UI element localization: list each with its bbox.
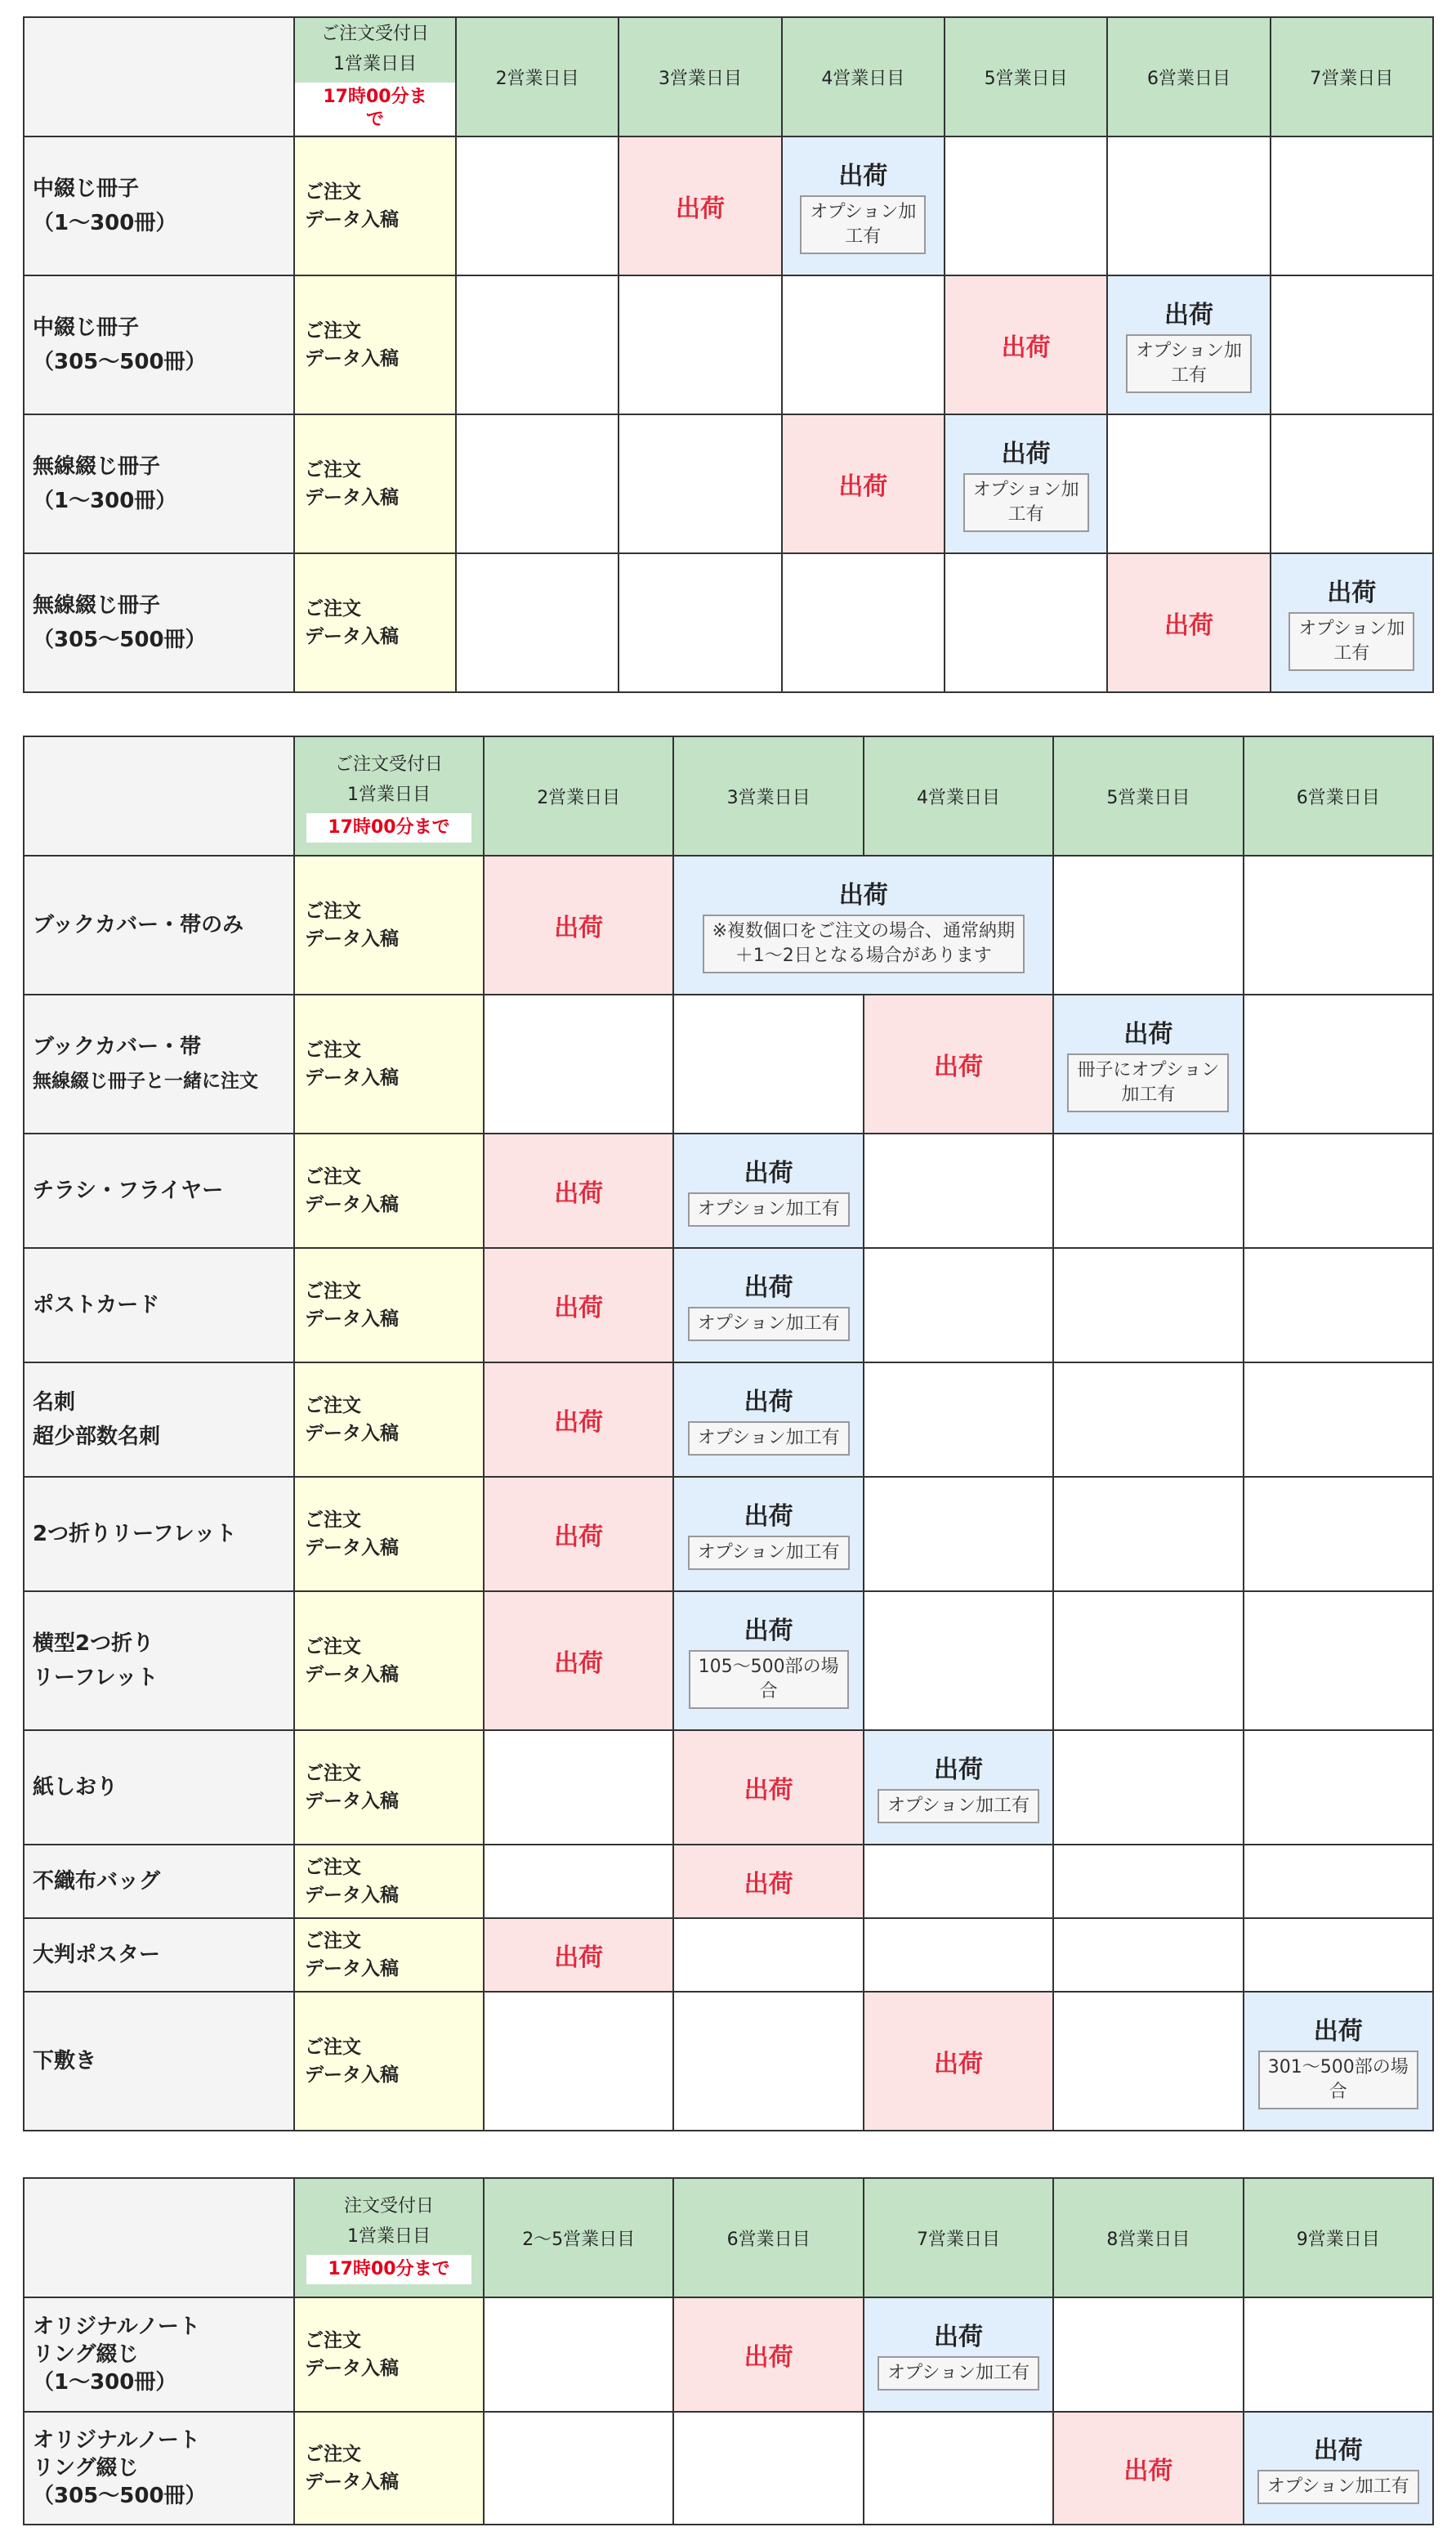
ship-option-cell xyxy=(673,1248,863,1362)
deadline-badge: 17時00分まで xyxy=(306,813,471,843)
table-row xyxy=(24,1477,1433,1591)
ship-option-cell xyxy=(1244,1992,1433,2131)
empty-cell xyxy=(484,1845,673,1918)
order-line: ご注文 xyxy=(305,1636,361,1657)
deadline-badge: 17時00分まで xyxy=(295,83,455,135)
ship-cell: 出荷 xyxy=(1107,553,1270,692)
order-line: データ入稿 xyxy=(305,2064,399,2086)
ship-option-cell xyxy=(945,414,1107,553)
order-cell xyxy=(294,136,456,275)
header-day: 5営業日目 xyxy=(945,17,1107,136)
product-name-line: （305〜500冊） xyxy=(33,2484,207,2508)
empty-cell xyxy=(864,1477,1053,1591)
product-name-line: リング綴じ xyxy=(33,2342,139,2367)
order-line: データ入稿 xyxy=(305,1885,399,1906)
product-name-line: ブックカバー・帯のみ xyxy=(33,913,244,937)
ship-cell: 出荷 xyxy=(945,275,1107,414)
empty-cell xyxy=(1053,1248,1243,1362)
product-name-cell xyxy=(24,1730,294,1845)
option-note-line: 105〜500部の場 xyxy=(698,1657,839,1677)
header-day: 2〜5営業日目 xyxy=(484,2178,673,2297)
order-line: データ入稿 xyxy=(305,209,399,230)
ship-option-label: 出荷 xyxy=(744,1617,793,1645)
product-name-cell xyxy=(24,553,294,692)
option-note-box xyxy=(1126,334,1252,393)
empty-cell xyxy=(1053,1918,1243,1992)
option-note-line: 301〜500部の場 xyxy=(1267,2057,1409,2078)
header-order-day xyxy=(294,2178,484,2297)
table-row xyxy=(24,136,1433,275)
ship-option-label: 出荷 xyxy=(933,2323,983,2351)
order-line: データ入稿 xyxy=(305,1958,399,1979)
product-name-line: 中綴じ冊子 xyxy=(33,315,140,340)
ship-cell: 出荷 xyxy=(484,1477,673,1591)
table-row xyxy=(24,1918,1433,1992)
option-note-box xyxy=(688,1421,850,1456)
table-row xyxy=(24,1992,1433,2131)
order-line: ご注文 xyxy=(305,1395,361,1416)
product-name-cell xyxy=(24,136,294,275)
ship-option-label: 出荷 xyxy=(744,1502,793,1531)
ship-cell: 出荷 xyxy=(864,1992,1053,2131)
order-line: ご注文 xyxy=(305,2037,361,2058)
ship-cell: 出荷 xyxy=(484,856,673,995)
empty-cell xyxy=(864,1248,1053,1362)
order-line: データ入稿 xyxy=(305,1537,399,1559)
ship-option-cell xyxy=(673,1134,863,1248)
order-line: ご注文 xyxy=(305,1763,361,1784)
order-line: ご注文 xyxy=(305,1040,361,1061)
order-line: ご注文 xyxy=(305,901,361,922)
table-row xyxy=(24,414,1433,553)
product-name-line: ポストカード xyxy=(33,1293,160,1317)
ship-cell: 出荷 xyxy=(484,1362,673,1477)
order-line: ご注文 xyxy=(305,320,361,342)
empty-cell xyxy=(673,2412,863,2525)
ship-option-cell xyxy=(864,1730,1053,1845)
order-cell xyxy=(294,2412,484,2525)
header-day: 3営業日目 xyxy=(619,17,781,136)
product-name-line: 無線綴じ冊子 xyxy=(33,593,161,618)
order-cell xyxy=(294,275,456,414)
empty-cell xyxy=(484,2412,673,2525)
empty-cell xyxy=(1271,275,1433,414)
header-order-day-line1: ご注文受付日 xyxy=(334,754,443,775)
empty-cell xyxy=(864,1134,1053,1248)
order-line: ご注文 xyxy=(305,1930,361,1952)
option-note-box xyxy=(703,915,1025,973)
empty-cell xyxy=(1053,1992,1243,2131)
table-row xyxy=(24,1845,1433,1918)
option-note-box xyxy=(1067,1053,1229,1112)
ship-option-cell xyxy=(673,856,1053,995)
empty-cell xyxy=(1244,1591,1433,1730)
order-line: データ入稿 xyxy=(305,348,399,369)
order-line: ご注文 xyxy=(305,1857,361,1878)
ship-option-label: 出荷 xyxy=(838,162,888,190)
ship-option-cell xyxy=(782,136,945,275)
option-note-line: オプション加工有 xyxy=(887,1796,1029,1816)
order-cell xyxy=(294,1992,484,2131)
product-name-line: 名刺 xyxy=(33,1390,76,1415)
header-day: 8営業日目 xyxy=(1053,2178,1243,2297)
ship-option-label: 出荷 xyxy=(1313,2436,1363,2465)
empty-cell xyxy=(1244,1248,1433,1362)
option-note-box xyxy=(688,1307,850,1341)
empty-cell xyxy=(1244,2297,1433,2412)
product-name-cell xyxy=(24,1477,294,1591)
ship-option-label: 出荷 xyxy=(838,881,888,910)
empty-cell xyxy=(945,553,1107,692)
header-day: 5営業日目 xyxy=(1053,736,1243,856)
empty-cell xyxy=(1053,1477,1243,1591)
option-note-box xyxy=(689,1650,849,1709)
product-name-cell xyxy=(24,1134,294,1248)
empty-cell xyxy=(1053,856,1243,995)
empty-cell xyxy=(1053,1362,1243,1477)
option-note-line: オプション加工有 xyxy=(887,2363,1029,2383)
header-day: 9営業日目 xyxy=(1244,2178,1433,2297)
empty-cell xyxy=(1107,136,1270,275)
ship-option-label: 出荷 xyxy=(1001,440,1051,468)
order-line: ご注文 xyxy=(305,1281,361,1302)
option-note-line: 工有 xyxy=(1333,643,1370,664)
header-day: 7営業日目 xyxy=(1271,17,1433,136)
table-row xyxy=(24,275,1433,414)
option-note-line: 工有 xyxy=(1007,504,1044,525)
schedule-table-printed-goods xyxy=(23,736,1434,2131)
option-note-line: オプション加工有 xyxy=(697,1313,840,1334)
product-name-line: 横型2つ折り xyxy=(33,1631,154,1656)
option-note-line: 合 xyxy=(759,1681,778,1702)
header-day: 7営業日目 xyxy=(864,2178,1053,2297)
ship-option-label: 出荷 xyxy=(933,1756,983,1784)
order-line: ご注文 xyxy=(305,1510,361,1531)
product-name-line: 下敷き xyxy=(33,2049,97,2073)
product-name-line: （1〜300冊） xyxy=(33,2370,177,2395)
ship-cell: 出荷 xyxy=(484,1591,673,1730)
header-order-day-line2: 1営業日目 xyxy=(347,2226,431,2247)
table-row xyxy=(24,1134,1433,1248)
product-name-cell xyxy=(24,1918,294,1992)
empty-cell xyxy=(619,275,781,414)
product-name-line: リーフレット xyxy=(33,1666,159,1690)
product-name-line: オリジナルノート xyxy=(33,2428,200,2453)
product-name-cell xyxy=(24,1845,294,1918)
product-name-cell xyxy=(24,1591,294,1730)
empty-cell xyxy=(864,2412,1053,2525)
product-name-line: （305〜500冊） xyxy=(33,628,207,652)
header-blank-cell xyxy=(24,2178,294,2297)
option-note-line: オプション加工有 xyxy=(697,1542,840,1563)
product-name-line: チラシ・フライヤー xyxy=(33,1179,224,1203)
ship-option-label: 出荷 xyxy=(1327,579,1377,607)
empty-cell xyxy=(1244,1845,1433,1918)
empty-cell xyxy=(484,1730,673,1845)
empty-cell xyxy=(456,136,619,275)
table-row xyxy=(24,2297,1433,2412)
ship-option-cell xyxy=(673,1362,863,1477)
order-cell xyxy=(294,1134,484,1248)
ship-cell: 出荷 xyxy=(673,1845,863,1918)
empty-cell xyxy=(1053,1730,1243,1845)
header-day: 6営業日目 xyxy=(673,2178,863,2297)
schedule-table-notebooks xyxy=(23,2177,1434,2525)
empty-cell xyxy=(1053,1845,1243,1918)
option-note-line: 工有 xyxy=(1170,365,1207,386)
option-note-line: オプション加工有 xyxy=(697,1428,840,1448)
ship-option-label: 出荷 xyxy=(744,1388,793,1416)
ship-option-cell xyxy=(864,2297,1053,2412)
product-name-line: 無線綴じ冊子と一緒に注文 xyxy=(33,1071,258,1092)
product-name-line: 紙しおり xyxy=(33,1775,118,1800)
empty-cell xyxy=(673,1918,863,1992)
order-line: ご注文 xyxy=(305,459,361,481)
product-name-cell xyxy=(24,856,294,995)
option-note-line: ＋1〜2日となる場合があります xyxy=(735,946,992,966)
table-row xyxy=(24,856,1433,995)
empty-cell xyxy=(1244,995,1433,1134)
ship-option-label: 出荷 xyxy=(744,1159,793,1187)
header-order-day xyxy=(294,736,484,856)
order-line: データ入稿 xyxy=(305,487,399,508)
product-name-line: 大判ポスター xyxy=(33,1943,161,1967)
ship-option-cell xyxy=(673,1591,863,1730)
header-day: 4営業日目 xyxy=(782,17,945,136)
order-line: ご注文 xyxy=(305,2330,361,2351)
order-cell xyxy=(294,856,484,995)
order-cell xyxy=(294,1362,484,1477)
empty-cell xyxy=(619,414,781,553)
ship-cell: 出荷 xyxy=(864,995,1053,1134)
ship-cell: 出荷 xyxy=(673,2297,863,2412)
ship-option-cell xyxy=(1271,553,1433,692)
header-row xyxy=(24,2178,1433,2297)
header-day: 2営業日目 xyxy=(484,736,673,856)
ship-option-label: 出荷 xyxy=(1313,2017,1363,2046)
empty-cell xyxy=(673,995,863,1134)
option-note-box xyxy=(1258,2051,1418,2109)
order-line: ご注文 xyxy=(305,2444,361,2465)
order-line: データ入稿 xyxy=(305,1308,399,1330)
ship-option-label: 出荷 xyxy=(1123,1020,1173,1049)
empty-cell xyxy=(1244,1730,1433,1845)
empty-cell xyxy=(945,136,1107,275)
product-name-cell xyxy=(24,1992,294,2131)
product-name-line: （305〜500冊） xyxy=(33,350,207,374)
empty-cell xyxy=(1053,1591,1243,1730)
order-line: ご注文 xyxy=(305,1166,361,1187)
header-row xyxy=(24,736,1433,856)
header-order-day-line1: ご注文受付日 xyxy=(320,24,429,44)
header-blank-cell xyxy=(24,17,294,136)
order-line: データ入稿 xyxy=(305,2471,399,2493)
ship-option-cell xyxy=(1053,995,1243,1134)
header-day: 6営業日目 xyxy=(1244,736,1433,856)
product-name-line: （1〜300冊） xyxy=(33,211,177,235)
order-cell xyxy=(294,1248,484,1362)
order-line: データ入稿 xyxy=(305,1067,399,1089)
option-note-box xyxy=(688,1536,850,1570)
table-row xyxy=(24,995,1433,1134)
empty-cell xyxy=(673,1992,863,2131)
ship-cell: 出荷 xyxy=(484,1918,673,1992)
ship-cell: 出荷 xyxy=(484,1134,673,1248)
table-row xyxy=(24,553,1433,692)
product-name-cell xyxy=(24,995,294,1134)
order-line: データ入稿 xyxy=(305,1664,399,1685)
product-name-line: 不織布バッグ xyxy=(33,1869,161,1894)
order-cell xyxy=(294,1845,484,1918)
header-blank-cell xyxy=(24,736,294,856)
ship-option-cell xyxy=(1107,275,1270,414)
empty-cell xyxy=(864,1918,1053,1992)
order-line: データ入稿 xyxy=(305,1194,399,1215)
option-note-line: 冊子にオプション xyxy=(1077,1060,1220,1080)
empty-cell xyxy=(1244,1918,1433,1992)
ship-cell: 出荷 xyxy=(673,1730,863,1845)
product-name-cell xyxy=(24,2412,294,2525)
header-row xyxy=(24,17,1433,136)
header-order-day-line2: 1営業日目 xyxy=(333,54,417,74)
empty-cell xyxy=(1244,1362,1433,1477)
order-cell xyxy=(294,1730,484,1845)
empty-cell xyxy=(456,275,619,414)
order-line: データ入稿 xyxy=(305,1791,399,1812)
empty-cell xyxy=(456,414,619,553)
schedule-table-booklets xyxy=(23,16,1434,693)
header-order-day xyxy=(294,17,456,136)
product-name-line: 無線綴じ冊子 xyxy=(33,454,161,479)
header-order-day-line2: 1営業日目 xyxy=(347,785,431,805)
header-day: 2営業日目 xyxy=(456,17,619,136)
empty-cell xyxy=(1244,1134,1433,1248)
order-line: データ入稿 xyxy=(305,1423,399,1444)
table-row xyxy=(24,1591,1433,1730)
empty-cell xyxy=(1244,856,1433,995)
order-cell xyxy=(294,414,456,553)
ship-cell: 出荷 xyxy=(782,414,945,553)
deadline-badge: 17時00分まで xyxy=(306,2255,471,2284)
order-line: データ入稿 xyxy=(305,2358,399,2379)
empty-cell xyxy=(864,1362,1053,1477)
option-note-line: オプション加 xyxy=(972,480,1079,500)
order-line: ご注文 xyxy=(305,181,361,203)
table-row xyxy=(24,1362,1433,1477)
order-cell xyxy=(294,995,484,1134)
product-name-cell xyxy=(24,1362,294,1477)
header-day: 4営業日目 xyxy=(864,736,1053,856)
order-cell xyxy=(294,553,456,692)
product-name-cell xyxy=(24,275,294,414)
product-name-cell xyxy=(24,414,294,553)
empty-cell xyxy=(484,1992,673,2131)
product-name-line: ブックカバー・帯 xyxy=(33,1035,202,1059)
order-line: データ入稿 xyxy=(305,626,399,647)
option-note-box xyxy=(878,1789,1039,1823)
option-note-line: オプション加 xyxy=(1298,619,1405,639)
empty-cell xyxy=(484,2297,673,2412)
order-cell xyxy=(294,1918,484,1992)
option-note-line: 合 xyxy=(1329,2082,1347,2102)
option-note-line: 工有 xyxy=(845,226,882,247)
empty-cell xyxy=(1053,2297,1243,2412)
ship-option-label: 出荷 xyxy=(1163,301,1213,329)
product-name-line: 中綴じ冊子 xyxy=(33,177,140,201)
empty-cell xyxy=(864,1591,1053,1730)
ship-cell: 出荷 xyxy=(484,1248,673,1362)
option-note-line: 加工有 xyxy=(1121,1085,1176,1105)
option-note-box xyxy=(1257,2470,1419,2504)
ship-option-label: 出荷 xyxy=(744,1273,793,1302)
order-line: データ入稿 xyxy=(305,928,399,950)
empty-cell xyxy=(1271,136,1433,275)
ship-cell: 出荷 xyxy=(619,136,781,275)
table-row xyxy=(24,2412,1433,2525)
product-name-line: 2つ折りリーフレット xyxy=(33,1522,237,1546)
empty-cell xyxy=(619,553,781,692)
product-name-cell xyxy=(24,1248,294,1362)
option-note-line: オプション加工有 xyxy=(1266,2476,1409,2497)
option-note-box xyxy=(878,2356,1039,2391)
empty-cell xyxy=(484,995,673,1134)
order-cell xyxy=(294,1477,484,1591)
empty-cell xyxy=(456,553,619,692)
empty-cell xyxy=(782,275,945,414)
product-name-cell xyxy=(24,2297,294,2412)
header-order-day-line1: 注文受付日 xyxy=(343,2196,434,2216)
header-day: 3営業日目 xyxy=(673,736,863,856)
product-name-line: 超少部数名刺 xyxy=(33,1425,161,1449)
option-note-line: ※複数個口をご注文の場合、通常納期 xyxy=(712,921,1015,941)
empty-cell xyxy=(864,1845,1053,1918)
option-note-box xyxy=(1289,612,1414,671)
option-note-line: オプション加 xyxy=(810,202,917,222)
ship-option-cell xyxy=(1244,2412,1433,2525)
product-name-line: （1〜300冊） xyxy=(33,489,177,513)
empty-cell xyxy=(1053,1134,1243,1248)
option-note-box xyxy=(963,473,1089,532)
table-row xyxy=(24,1248,1433,1362)
table-row xyxy=(24,1730,1433,1845)
order-line: ご注文 xyxy=(305,598,361,619)
option-note-box xyxy=(688,1192,850,1227)
product-name-line: リング綴じ xyxy=(33,2456,139,2480)
header-day: 6営業日目 xyxy=(1107,17,1270,136)
option-note-line: オプション加 xyxy=(1135,341,1242,361)
ship-option-cell xyxy=(673,1477,863,1591)
order-cell xyxy=(294,1591,484,1730)
empty-cell xyxy=(782,553,945,692)
product-name-line: オリジナルノート xyxy=(33,2315,200,2339)
option-note-box xyxy=(800,195,926,254)
ship-cell: 出荷 xyxy=(1053,2412,1243,2525)
empty-cell xyxy=(1244,1477,1433,1591)
option-note-line: オプション加工有 xyxy=(697,1199,840,1219)
empty-cell xyxy=(1107,414,1270,553)
empty-cell xyxy=(1271,414,1433,553)
order-cell xyxy=(294,2297,484,2412)
